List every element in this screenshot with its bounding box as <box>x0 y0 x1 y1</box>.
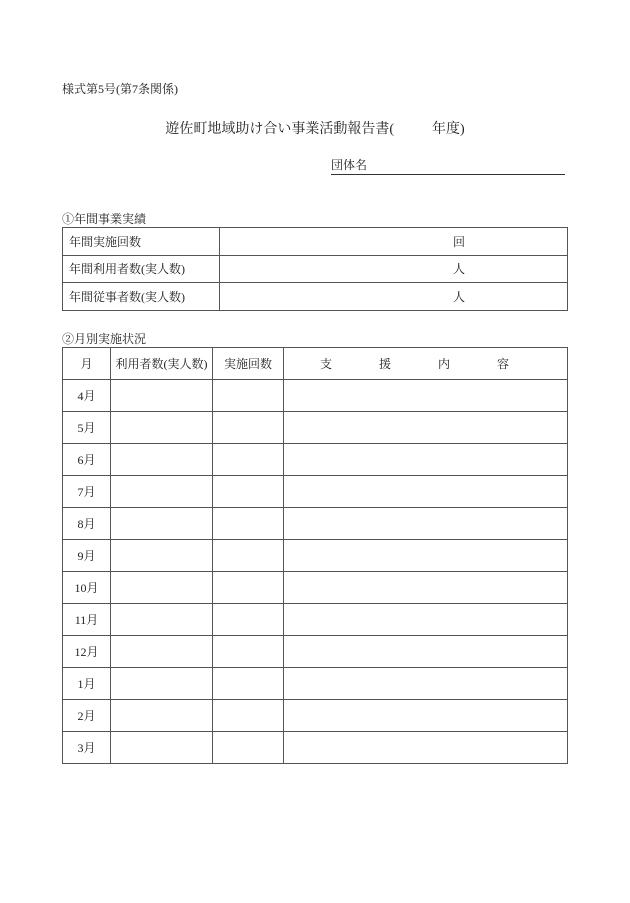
month-cell: 5月 <box>63 412 111 444</box>
month-cell: 8月 <box>63 508 111 540</box>
month-cell: 9月 <box>63 540 111 572</box>
row-label: 年間従事者数(実人数) <box>63 283 220 311</box>
users-cell[interactable] <box>111 636 213 668</box>
month-cell: 6月 <box>63 444 111 476</box>
month-cell: 10月 <box>63 572 111 604</box>
support-content-cell[interactable] <box>284 668 568 700</box>
users-cell[interactable] <box>111 412 213 444</box>
table-row <box>63 476 568 508</box>
table-row <box>63 700 568 732</box>
support-content-cell[interactable] <box>284 380 568 412</box>
sessions-cell[interactable] <box>213 700 284 732</box>
monthly-status-table <box>62 347 568 764</box>
table-row <box>63 572 568 604</box>
table-row <box>63 732 568 764</box>
row-label: 年間実施回数 <box>63 228 220 256</box>
table-row <box>63 283 568 311</box>
sessions-cell[interactable] <box>213 412 284 444</box>
unit-label: 人 <box>452 289 465 304</box>
title-prefix: 遊佐町地域助け合い事業活動報告書( <box>165 122 394 137</box>
sessions-cell[interactable] <box>213 380 284 412</box>
value-cell[interactable] <box>220 228 568 256</box>
users-cell[interactable] <box>111 540 213 572</box>
table-row <box>63 228 568 256</box>
table-row <box>63 604 568 636</box>
users-cell[interactable] <box>111 604 213 636</box>
table-row <box>63 668 568 700</box>
support-content-cell[interactable] <box>284 412 568 444</box>
month-cell: 7月 <box>63 476 111 508</box>
users-cell[interactable] <box>111 508 213 540</box>
col-support-content: 支 援 内 容 <box>284 348 568 380</box>
form-number: 様式第5号(第7条関係) <box>62 82 178 96</box>
value-cell[interactable] <box>220 255 568 283</box>
users-cell[interactable] <box>111 380 213 412</box>
month-cell: 1月 <box>63 668 111 700</box>
table-row <box>63 412 568 444</box>
table-row <box>63 380 568 412</box>
month-cell: 3月 <box>63 732 111 764</box>
support-content-cell[interactable] <box>284 540 568 572</box>
table-row <box>63 636 568 668</box>
value-cell[interactable] <box>220 283 568 311</box>
sessions-cell[interactable] <box>213 604 284 636</box>
section1-heading: ①年間事業実績 <box>62 212 147 226</box>
unit-label: 回 <box>452 234 465 249</box>
support-content-cell[interactable] <box>284 604 568 636</box>
users-cell[interactable] <box>111 444 213 476</box>
support-content-cell[interactable] <box>284 508 568 540</box>
table-row <box>63 255 568 283</box>
month-cell: 2月 <box>63 700 111 732</box>
document-title <box>0 118 630 138</box>
table-header-row <box>63 348 568 380</box>
users-cell[interactable] <box>111 572 213 604</box>
users-cell[interactable] <box>111 476 213 508</box>
table-row <box>63 508 568 540</box>
sessions-cell[interactable] <box>213 540 284 572</box>
sessions-cell[interactable] <box>213 572 284 604</box>
sessions-cell[interactable] <box>213 636 284 668</box>
support-content-cell[interactable] <box>284 476 568 508</box>
col-month: 月 <box>63 348 111 380</box>
annual-results-table <box>62 227 568 311</box>
title-suffix: 年度) <box>432 122 465 137</box>
org-name-field[interactable] <box>331 156 565 175</box>
section2-heading: ②月別実施状況 <box>62 332 147 346</box>
col-users: 利用者数(実人数) <box>111 348 213 380</box>
support-content-cell[interactable] <box>284 572 568 604</box>
org-label: 団体名 <box>331 158 368 172</box>
month-cell: 11月 <box>63 604 111 636</box>
users-cell[interactable] <box>111 732 213 764</box>
sessions-cell[interactable] <box>213 668 284 700</box>
sessions-cell[interactable] <box>213 476 284 508</box>
table-row <box>63 444 568 476</box>
sessions-cell[interactable] <box>213 444 284 476</box>
support-content-cell[interactable] <box>284 732 568 764</box>
sessions-cell[interactable] <box>213 732 284 764</box>
support-content-cell[interactable] <box>284 444 568 476</box>
month-cell: 12月 <box>63 636 111 668</box>
unit-label: 人 <box>452 262 465 277</box>
col-sessions: 実施回数 <box>213 348 284 380</box>
users-cell[interactable] <box>111 668 213 700</box>
sessions-cell[interactable] <box>213 508 284 540</box>
users-cell[interactable] <box>111 700 213 732</box>
month-cell: 4月 <box>63 380 111 412</box>
support-content-cell[interactable] <box>284 636 568 668</box>
support-content-cell[interactable] <box>284 700 568 732</box>
row-label: 年間利用者数(実人数) <box>63 255 220 283</box>
table-row <box>63 540 568 572</box>
